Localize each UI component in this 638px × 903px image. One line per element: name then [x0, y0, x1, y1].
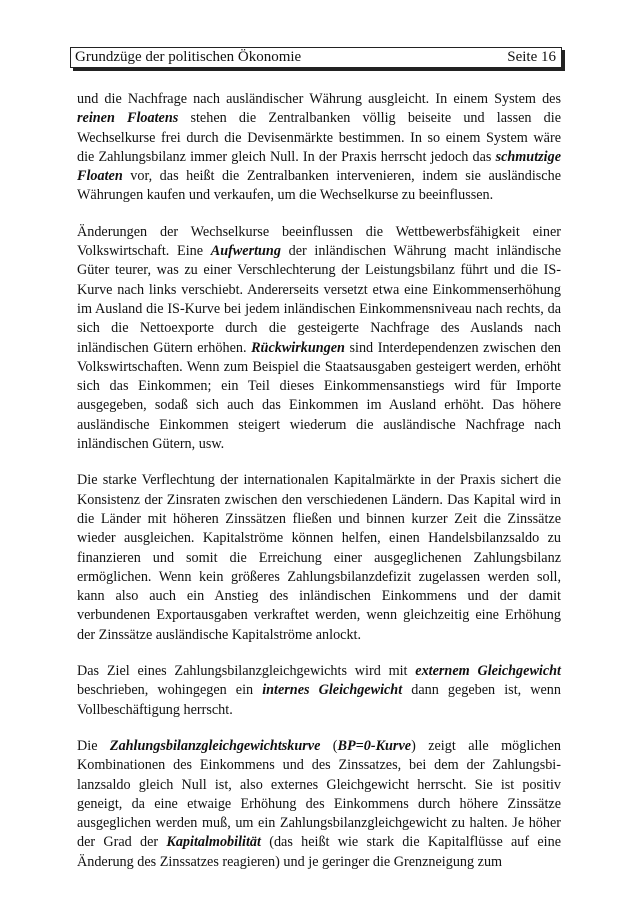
paragraph-text: vor, das heißt die Zentralbanken intervenieren, indem sie ausländische Währungen kaufen und verkaufen, um die Wechselkurse zu beeinflussen. [77, 168, 561, 204]
page-number: Seite 16 [507, 49, 556, 65]
paragraph-text: dann gegeben ist, wenn Vollbeschäftigung herrscht. [77, 682, 561, 718]
emphasized-term: Aufwertung [210, 243, 281, 260]
emphasized-term: reinen Floatens [77, 110, 179, 127]
emphasized-term: Kapitalmobilität [166, 834, 261, 851]
emphasized-term: internes Gleichgewicht [262, 682, 403, 699]
paragraph-text: stehen die Zentralbanken völlig beiseite und lassen die Wechselkurse frei durch die Devisenmärkte bestimmen. In so einem System wäre die Zahlungsbilanz immer gleich Null. In der Praxis herrscht jedoch das [77, 110, 561, 165]
emphasized-term: schmutzige Floaten [77, 148, 561, 185]
emphasized-term: externem Gleichgewicht [415, 663, 561, 680]
paragraph [77, 737, 561, 872]
paragraph [77, 662, 561, 720]
paragraph-text: ) zeigt alle möglichen Kombinationen des Einkommens und des Zinssatzes, bei dem der Zahlungsbilanzsaldo gleich Null ist, also externes Gleichgewicht herrscht. Sie ist positiv geneigt, da eine etwaige Erhöhung des Einkommens durch höhere Zinssätze ausgeglichen werden muß, um ein Zahlungsbilanzgleichgewicht zu halten. Je höher der Grad der [77, 737, 561, 851]
paragraph-text: (das heißt wie stark die Kapitalflüsse auf eine Änderung des Zinssatzes reagieren) und je geringer die Grenzneigung zum [77, 834, 561, 870]
paragraph-text: und die Nachfrage nach ausländischer Währung ausgleicht. In einem System des [77, 91, 561, 107]
paragraph [77, 90, 561, 206]
paragraph-text: Die starke Verflechtung der internationalen Kapitalmärkte in der Praxis sichert die Konsistenz der Zinsraten zwischen den verschiedenen Ländern. Das Kapital wird in die Länder mit höheren Zinssätzen fließen und binnen kurzer Zeit die Zinssätze wieder ausgleichen. Kapitalströme können helfen, einen Handelsbilanzsaldo zu finanzieren und somit die Erreichung einer ausgeglichenen Zahlungsbilanz ermöglichen. Wenn kein größeres Zahlungsbilanzdefizit zugelassen werden soll, kann also auch ein Anstieg des inländischen Einkommens und der damit verbundenen Exportausgaben verkraftet werden, wenn gleichzeitig eine Erhöhung der Zinssätze ausländische Kapitalströme anlockt. [77, 472, 561, 643]
paragraph-text: Änderungen der Wechselkurse beeinflussen die Wettbewerbsfähigkeit einer Volkswirtschaft. Eine [77, 223, 561, 260]
paragraph-text: Das Ziel eines Zahlungsbilanzgleichgewichts wird mit [77, 663, 416, 680]
paragraph [77, 471, 561, 645]
paragraph-text: der inländischen Währung macht inländische Güter teurer, was zu einer Verschlechterung der Leistungsbilanz führt und die IS-Kurve nach links verschiebt. Andererseits versetzt etwa eine Einkommenserhöhung im Ausland die IS-Kurve bei jedem inländischen Einkommensniveau nach rechts, da sich die Nettoexporte durch die gesteigerte Nachfrage des Auslands nach inländischen Gütern erhöhen. [77, 243, 562, 356]
paragraph [77, 223, 561, 455]
paragraph-text: beschrieben, wohingegen ein [77, 682, 263, 699]
document-body [77, 90, 561, 889]
paragraph-text: Die [77, 737, 110, 754]
page-header [70, 47, 562, 68]
header-title: Grundzüge der politischen Ökonomie [75, 49, 302, 65]
emphasized-term: Rückwirkungen [251, 339, 345, 356]
paragraph-text: ( [320, 737, 338, 754]
emphasized-term: Zahlungsbilanzgleichgewichtskurve [109, 737, 321, 754]
emphasized-term: BP=0-Kurve [337, 737, 412, 754]
paragraph-text: sind Interdependenzen zwischen den Volkswirtschaften. Wenn zum Beispiel die Staatsausgaben gesteigert werden, erhöht sich das Einkommen; ein Teil dieses Einkommensanstiegs wird für Importe ausgegeben, sodaß sich auch das Einkommen im Ausland erhöht. Das höhere ausländische Einkommen steigert wiederum die ausländische Nachfrage nach inländischen Gütern, usw. [77, 339, 561, 453]
